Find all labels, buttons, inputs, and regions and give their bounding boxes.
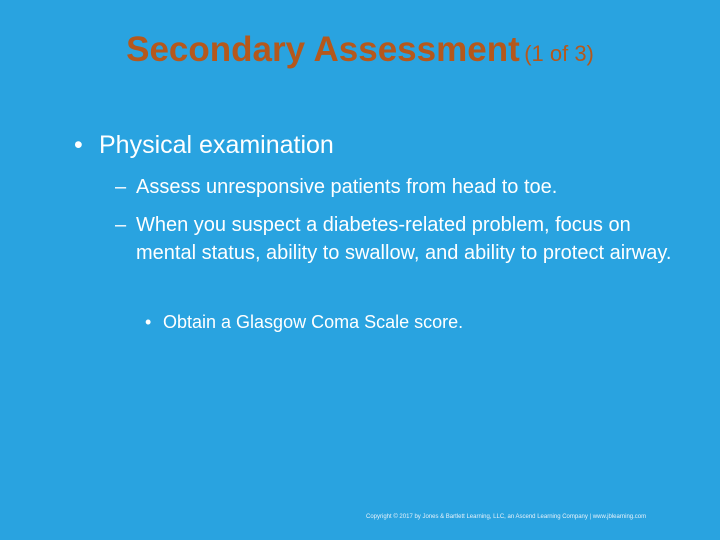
sub-bullet-assess	[115, 173, 675, 201]
dash-icon: –	[115, 176, 127, 198]
bullet-dot-icon: •	[145, 312, 152, 332]
dash-icon: –	[115, 214, 127, 236]
copyright-footer: Copyright © 2017 by Jones & Bartlett Learning, LLC, an Ascend Learning Company | www.jblearning.com	[366, 514, 647, 520]
title-main: Secondary Assessment	[126, 30, 520, 69]
sub-bullet-text: Assess unresponsive patients from head to toe.	[136, 176, 558, 198]
sub-bullet-text: When you suspect a diabetes-related problem, focus on mental status, ability to swallow, and ability to protect airway.	[136, 214, 672, 264]
sub-sub-bullet-text: Obtain a Glasgow Coma Scale score.	[163, 312, 464, 332]
slide-title	[0, 30, 720, 70]
title-sub: (1 of 3)	[524, 41, 594, 66]
bullet-text: Physical examination	[99, 131, 334, 159]
sub-sub-bullet-gcs	[145, 312, 463, 333]
bullet-dot-icon: •	[74, 131, 83, 159]
sub-bullet-diabetes	[115, 211, 675, 267]
bullet-physical-examination	[74, 131, 334, 160]
